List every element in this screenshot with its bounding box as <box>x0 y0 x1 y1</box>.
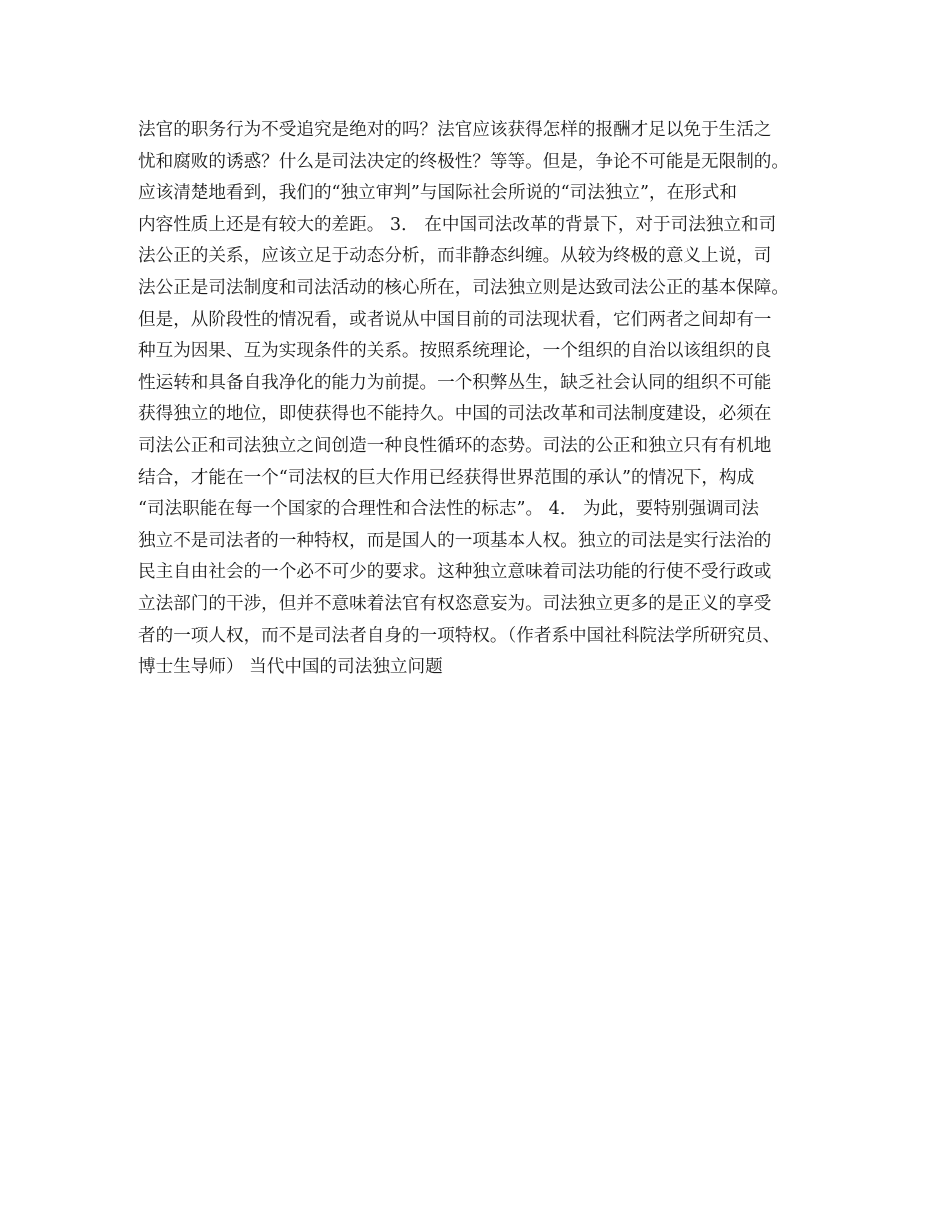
text-line-4: 内容性质上还是有较大的差距。 3． 在中国司法改革的背景下，对于司法独立和司 <box>138 214 777 235</box>
text-line-8: 种互为因果、互为实现条件的关系。按照系统理论，一个组织的自治以该组织的良 <box>138 341 772 362</box>
document-body <box>138 115 828 684</box>
text-line-9: 性运转和具备自我净化的能力为前提。一个积弊丛生，缺乏社会认同的组织不可能 <box>138 372 772 393</box>
text-line-7: 但是，从阶段性的情况看，或者说从中国目前的司法现状看，它们两者之间却有一 <box>138 309 772 330</box>
text-line-11: 司法公正和司法独立之间创造一种良性循环的态势。司法的公正和独立只有有机地 <box>138 435 772 456</box>
text-line-15: 民主自由社会的一个必不可少的要求。这种独立意味着司法功能的行使不受行政或 <box>138 562 772 583</box>
text-line-1: 法官的职务行为不受追究是绝对的吗？法官应该获得怎样的报酬才足以免于生活之 <box>138 120 772 140</box>
text-line-2: 忧和腐败的诱惑？什么是司法决定的终极性？等等。但是，争论不可能是无限制的。 <box>138 151 789 172</box>
text-line-12: 结合，才能在一个“司法权的巨大作用已经获得世界范围的承认”的情况下，构成 <box>138 467 755 488</box>
text-line-18: 博士生导师） 当代中国的司法独立问题 <box>138 657 443 678</box>
text-line-14: 独立不是司法者的一种特权，而是国人的一项基本人权。独立的司法是实行法治的 <box>138 530 772 551</box>
text-line-17: 者的一项人权，而不是司法者自身的一项特权。（作者系中国社科院法学所研究员、 <box>138 625 781 646</box>
text-line-13: “司法职能在每一个国家的合理性和合法性的标志”。 4． 为此，要特别强调司法 <box>138 499 759 520</box>
text-line-16: 立法部门的干涉，但并不意味着法官有权恣意妄为。司法独立更多的是正义的享受 <box>138 593 772 614</box>
text-line-3: 应该清楚地看到，我们的“独立审判”与国际社会所说的“司法独立”，在形式和 <box>138 183 737 204</box>
text-line-5: 法公正的关系，应该立足于动态分析，而非静态纠缠。从较为终极的意义上说，司 <box>138 246 772 267</box>
text-line-6: 法公正是司法制度和司法活动的核心所在，司法独立则是达致司法公正的基本保障。 <box>138 277 789 298</box>
text-line-10: 获得独立的地位，即使获得也不能持久。中国的司法改革和司法制度建设，必须在 <box>138 404 772 425</box>
